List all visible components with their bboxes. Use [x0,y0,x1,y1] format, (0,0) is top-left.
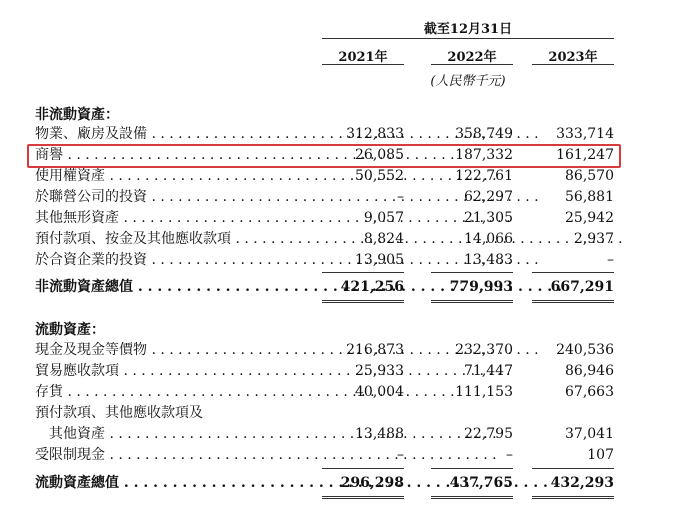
table-row [35,229,615,250]
cell-2023: 107 [587,447,614,463]
cell-2023: 86,570 [565,168,614,184]
row-label: 存貨 . . . [35,382,455,403]
cell-2023: 240,536 [556,342,614,358]
cell-2021: 25,933 [355,363,404,379]
row-label: 現金及現金等價物 . . . [35,340,539,361]
cell-2022: 358,749 [455,126,513,142]
unit-note: (人民幣千元) [430,74,506,89]
cell-2021: 312,833 [346,126,404,142]
cell-2021: 296,298 [340,475,404,491]
cell-2022: 122,761 [455,168,513,184]
table-row [35,361,615,382]
table-row [35,187,615,208]
table-row [35,445,615,466]
cell-2022: 779,993 [449,279,513,295]
cell-2021: 13,488 [355,426,404,442]
cell-2021: 9,057 [363,210,404,226]
row-label: 流動資產總值 . . . [35,473,548,494]
cell-2022: 187,332 [455,147,513,163]
cell-2023: 2,937 [573,231,614,247]
row-label: 其他資產 . . . [49,424,497,445]
total-double-rule [322,300,404,303]
goodwill-highlight-box [27,144,621,168]
year-2023-header: 2023年 [548,50,598,65]
subtotal-rule [322,468,404,469]
year-rule [431,64,513,65]
cell-2022: – [506,447,513,463]
table-row [35,403,615,424]
row-label: 商譽 . . . [35,145,455,166]
total-double-rule [532,300,614,303]
row-label: 物業、廠房及設備 . . . [35,124,539,145]
cell-2022: 71,447 [464,363,513,379]
cell-2021: 421,256 [340,279,404,295]
cell-2022: 111,153 [455,384,513,400]
row-label: 非流動資產總值 . . . [35,277,562,298]
cell-2021: 40,004 [355,384,404,400]
cell-2021: – [397,189,404,205]
row-label: 預付款項、按金及其他應收款項 . . . [35,229,623,250]
cell-2023: 86,946 [565,363,614,379]
year-2022-header: 2022年 [447,50,497,65]
row-label: 於合資企業的投資 . . . [35,250,539,271]
subtotal-rule [431,468,513,469]
section-title-noncurrent: 非流動資產： [35,107,119,123]
cell-2023: 56,881 [565,189,614,205]
table-row [35,382,615,403]
subtotal-rule [532,272,614,273]
total-row-noncurrent [35,277,615,298]
cell-2022: 232,370 [455,342,513,358]
subtotal-rule [322,272,404,273]
cell-2023: 37,041 [565,426,614,442]
cell-2022: 62,297 [464,189,513,205]
cell-2021: 26,085 [355,147,404,163]
total-double-rule [431,496,513,499]
cell-2023: 333,714 [556,126,614,142]
table-row [35,166,615,187]
cell-2021: – [397,447,404,463]
cell-2023: 161,247 [556,147,614,163]
cell-2022: 14,066 [464,231,513,247]
table-row [35,424,615,445]
cell-2021: 8,824 [363,231,404,247]
table-row [35,208,615,229]
cell-2021: 13,905 [355,252,404,268]
cell-2023: 25,942 [565,210,614,226]
section-title-current: 流動資產： [35,322,105,338]
period-header: 截至12月31日 [423,22,513,37]
subtotal-rule [431,272,513,273]
year-rule [532,64,614,65]
cell-2021: 50,552 [355,168,404,184]
row-label: 受限制現金 . . . [35,445,497,466]
table-row [35,250,615,271]
period-rule [322,38,614,39]
table-row [35,340,615,361]
year-rule [322,64,404,65]
total-double-rule [532,496,614,499]
cell-2023: 667,291 [550,279,614,295]
table-row [35,124,615,145]
row-label: 於聯營公司的投資 . . . [35,187,539,208]
cell-2023: 67,663 [565,384,614,400]
cell-2022: 22,795 [464,426,513,442]
cell-2021: 216,873 [346,342,404,358]
cell-2022: 13,483 [464,252,513,268]
row-label: 其他無形資產 . . . [35,208,511,229]
row-label: 貿易應收款項 . . . [35,361,511,382]
cell-2022: 437,765 [449,475,513,491]
cell-2023: 432,293 [550,475,614,491]
row-label: 預付款項、其他應收款項及 [35,405,203,421]
total-row-current [35,473,615,494]
subtotal-rule [532,468,614,469]
total-double-rule [322,496,404,499]
cell-2022: 21,305 [464,210,513,226]
cell-2023: – [607,252,614,268]
row-label: 使用權資產 . . . [35,166,497,187]
total-double-rule [431,300,513,303]
year-2021-header: 2021年 [338,50,388,65]
